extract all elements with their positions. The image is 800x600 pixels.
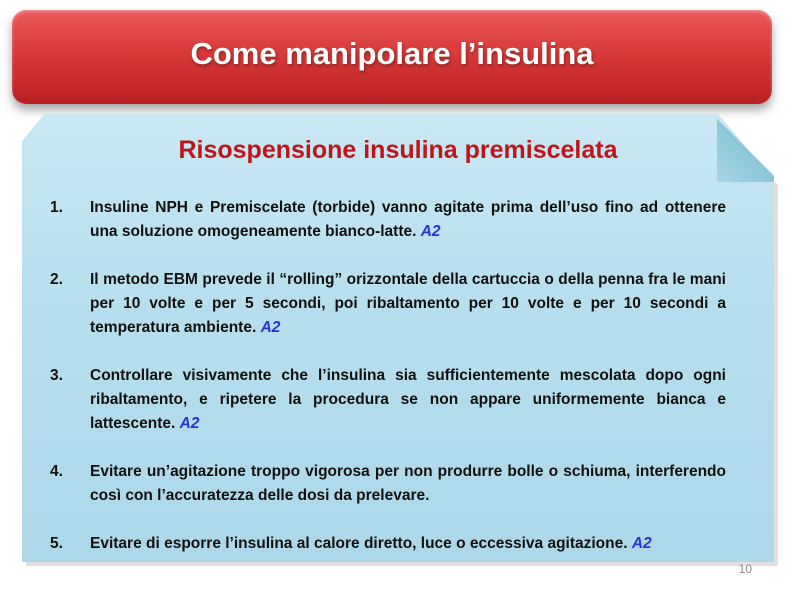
item-text [90,460,726,508]
section-subtitle: Risospensione insulina premiscelata [178,136,618,164]
item-text [90,196,726,244]
list-item [50,364,726,436]
item-body: Evitare un’agitazione troppo vigorosa per non produrre bolle o schiuma, interferendo così con l’accuratezza delle dosi da prelevare. [90,463,726,504]
item-number: 3. [50,367,63,384]
evidence-tag: A2 [631,535,652,552]
page-number: 10 [738,562,752,576]
item-body: Insuline NPH e Premiscelate (torbide) vanno agitate prima dell’uso fino ad ottenere una soluzione omogeneamente bianco-latte. [90,199,726,240]
list-item [50,460,726,508]
list-item [50,196,726,244]
item-text [90,532,726,556]
title-banner [12,10,772,104]
item-body: Il metodo EBM prevede il “rolling” orizzontale della cartuccia o della penna fra le mani per 10 volte e per 5 secondi, poi ribaltamento per 10 volte e per 10 secondi a temperatura ambiente. [90,271,726,336]
item-body: Controllare visivamente che l’insulina sia sufficientemente mescolata dopo ogni ribaltamento, e ripetere la procedura se non appare uniformemente bianca e lattescente. [90,367,726,432]
evidence-tag: A2 [420,223,441,240]
item-text [90,268,726,340]
item-body: Evitare di esporre l’insulina al calore diretto, luce o eccessiva agitazione. [90,535,632,552]
item-number: 4. [50,463,63,480]
evidence-tag: A2 [260,319,281,336]
slide-title: Come manipolare l’insulina [190,36,594,71]
item-text [90,364,726,436]
list-item [50,532,726,556]
evidence-tag: A2 [179,415,200,432]
list-item [50,268,726,340]
content-panel [22,114,774,562]
item-number: 2. [50,271,63,288]
instruction-list [50,196,726,556]
item-number: 5. [50,535,63,552]
item-number: 1. [50,199,63,216]
